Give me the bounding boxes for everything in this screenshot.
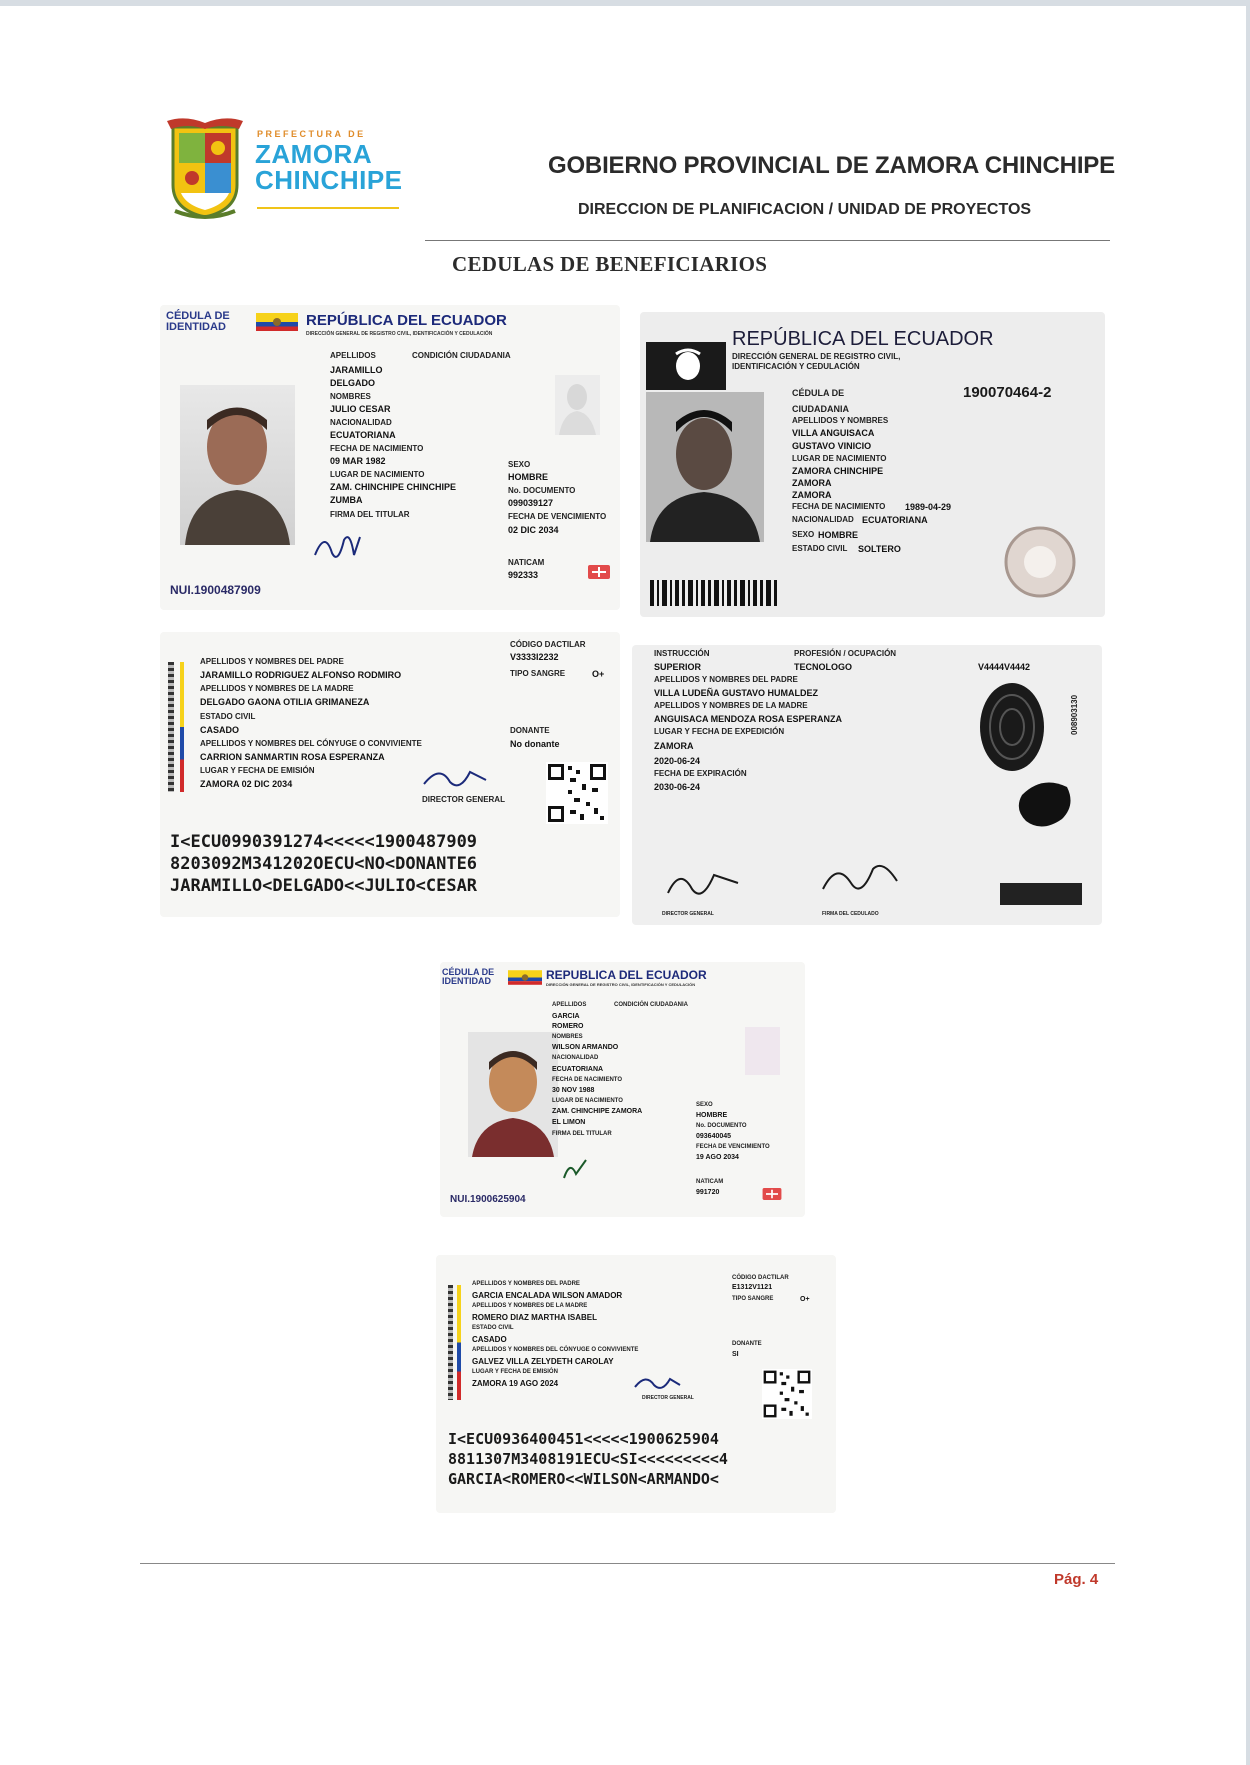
agency-name: DIRECCIÓN GENERAL DE REGISTRO CIVIL, IDENTIFICACIÓN Y CEDULACIÓN [546,982,696,987]
brand-underline [257,207,399,209]
country-name: REPUBLICA DEL ECUADOR [546,968,707,982]
value-madre: ANGUISACA MENDOZA ROSA ESPERANZA [654,714,843,724]
value-dactilar: V3333I2232 [510,652,559,662]
id-card-1-front [160,305,620,610]
crest-icon [165,115,245,220]
value-vencimiento: 02 DIC 2034 [508,525,559,535]
value-nombres: JULIO CESAR [330,404,391,414]
value-naticam: 991720 [696,1189,720,1196]
label-lugar-emision: LUGAR Y FECHA DE EMISIÓN [472,1369,558,1375]
label-donante: DONANTE [510,726,550,735]
value-nui: NUI.1900625904 [450,1194,526,1205]
value-cedula-number: 190070464-2 [963,384,1052,401]
stripe-left [448,1285,453,1400]
value-sexo: HOMBRE [696,1112,728,1119]
label-naticam: NATICAM [696,1179,724,1185]
value-fecha-nacimiento: 1989-04-29 [905,502,952,512]
value-fecha-expedicion: 2020-06-24 [654,756,701,766]
label-lugar-nacimiento: LUGAR DE NACIMIENTO [552,1098,623,1104]
label-director: DIRECTOR GENERAL [642,1395,694,1401]
label-nombres: NOMBRES [330,392,371,401]
value-padre: VILLA LUDEÑA GUSTAVO HUMALDEZ [654,688,818,698]
fingerprint-icon [972,677,1052,777]
value-lugar-nacimiento-2: ZAMORA [792,478,832,488]
value-conyuge: GALVEZ VILLA ZELYDETH CAROLAY [472,1357,614,1366]
brand-prefix: PREFECTURA DE [257,129,366,139]
qr-code-icon [762,1369,812,1419]
value-donante: No donante [510,739,560,749]
value-instruccion: SUPERIOR [654,662,702,672]
label-sangre: TIPO SANGRE [510,669,566,678]
id-card-3-back [436,1255,836,1513]
value-fecha-nacimiento: 09 MAR 1982 [330,456,386,466]
org-title: GOBIERNO PROVINCIAL DE ZAMORA CHINCHIPE [548,152,1115,179]
chip-icon [762,1188,782,1200]
value-documento: 093640045 [696,1133,732,1140]
section-title: CEDULAS DE BENEFICIARIOS [452,252,768,276]
label-documento: No. DOCUMENTO [696,1123,747,1129]
brand-line-1: ZAMORA [255,139,373,169]
value-apellidos: VILLA ANGUISACA [792,428,875,438]
value-apellido-2: ROMERO [552,1023,584,1030]
value-lugar-nacimiento-2: EL LIMON [552,1119,586,1126]
barcode-icon [650,580,780,606]
dark-block [1000,883,1082,905]
stripe-left [168,662,174,792]
label-firma: FIRMA DEL TITULAR [552,1131,612,1137]
mrz-line-3: JARAMILLO<DELGADO<<JULIO<CESAR [170,876,478,896]
id-card-1-back [160,632,620,917]
agency-name: DIRECCIÓN GENERAL DE REGISTRO CIVIL, IDENTIFICACIÓN Y CEDULACIÓN [306,331,493,337]
ecuador-flag-icon [256,313,298,331]
brand-name [255,141,403,193]
footer-divider [140,1563,1115,1564]
stripe-color [457,1285,461,1400]
value-estado-civil: CASADO [472,1335,507,1344]
value-lugar-expedicion: ZAMORA [654,741,694,751]
value-lugar-emision: ZAMORA 19 AGO 2024 [472,1379,559,1388]
label-estado-civil: ESTADO CIVIL [792,544,848,553]
value-lugar-nacimiento-1: ZAM. CHINCHIPE ZAMORA [552,1108,643,1115]
ghost-photo [745,1027,780,1075]
label-documento: No. DOCUMENTO [508,486,576,495]
doc-type [166,311,230,333]
label-apellidos-nombres: APELLIDOS Y NOMBRES [792,416,889,425]
label-conyuge: APELLIDOS Y NOMBRES DEL CÓNYUGE O CONVIVIENTE [472,1347,639,1353]
value-madre: DELGADO GAONA OTILIA GRIMANEZA [200,697,370,707]
prefectura-logo [165,115,415,225]
agency-line-1: DIRECCIÓN GENERAL DE REGISTRO CIVIL, [732,352,901,361]
label-padre: APELLIDOS Y NOMBRES DEL PADRE [200,657,344,666]
label-nacionalidad: NACIONALIDAD [792,515,854,524]
label-sangre: TIPO SANGRE [732,1296,774,1302]
value-profesion: TECNOLOGO [794,662,852,672]
label-madre: APELLIDOS Y NOMBRES DE LA MADRE [472,1303,588,1309]
label-nombres: NOMBRES [552,1034,583,1040]
value-dactilar: E1312V1121 [732,1284,773,1291]
ghost-photo [555,375,600,435]
ecuador-map-icon [1012,775,1077,835]
label-madre: APELLIDOS Y NOMBRES DE LA MADRE [200,684,354,693]
label-fecha-nacimiento: FECHA DE NACIMIENTO [792,502,886,511]
value-lugar-nacimiento-2: ZUMBA [330,495,363,505]
holder-photo [180,385,295,545]
label-vencimiento: FECHA DE VENCIMIENTO [696,1144,770,1150]
label-ciudadania: CIUDADANIA [792,404,849,414]
holder-photo [646,392,764,542]
value-naticam: 992333 [508,570,539,580]
doc-type-line-2: IDENTIDAD [442,976,491,986]
doc-type-line-1: CÉDULA DE [442,967,495,977]
label-fecha-nacimiento: FECHA DE NACIMIENTO [330,444,424,453]
value-estado-civil: SOLTERO [858,544,901,554]
holder-signature-icon [310,525,370,565]
value-padre: JARAMILLO RODRIGUEZ ALFONSO RODMIRO [200,670,402,680]
value-apellido-1: JARAMILLO [330,365,383,375]
doc-type-line-1: CÉDULA DE [166,310,230,322]
mrz-line-1: I<ECU0936400451<<<<<1900625904 [448,1430,719,1448]
label-profesion: PROFESIÓN / OCUPACIÓN [794,649,897,658]
value-conyuge: CARRION SANMARTIN ROSA ESPERANZA [200,752,385,762]
director-signature-icon [632,1371,682,1393]
chip-icon [588,565,610,579]
mrz-line-2: 8811307M3408191ECU<SI<<<<<<<<<4 [448,1450,728,1468]
label-dactilar: CÓDIGO DACTILAR [510,640,586,649]
label-padre: APELLIDOS Y NOMBRES DEL PADRE [654,675,798,684]
label-estado-civil: ESTADO CIVIL [200,712,256,721]
label-sexo: SEXO [792,530,815,539]
label-expiracion: FECHA DE EXPIRACIÓN [654,769,747,778]
seal-icon [990,522,1090,602]
id-card-2-back [632,645,1102,925]
mrz-line-3: GARCIA<ROMERO<<WILSON<ARMANDO< [448,1470,719,1488]
label-nacionalidad: NACIONALIDAD [330,418,392,427]
header-divider [425,240,1110,241]
ecuador-flag-icon [508,970,542,985]
label-instruccion: INSTRUCCIÓN [654,649,710,658]
label-padre: APELLIDOS Y NOMBRES DEL PADRE [472,1281,580,1287]
label-nacionalidad: NACIONALIDAD [552,1055,599,1061]
label-madre: APELLIDOS Y NOMBRES DE LA MADRE [654,701,808,710]
holder-signature-icon [817,855,907,900]
label-estado-civil: ESTADO CIVIL [472,1325,514,1331]
value-estado-civil: CASADO [200,725,240,735]
scan-edge-right [1246,0,1250,1765]
country-name: REPÚBLICA DEL ECUADOR [306,312,507,329]
page-number: Pág. 4 [1054,1571,1099,1588]
label-vencimiento: FECHA DE VENCIMIENTO [508,512,607,521]
value-lugar-nacimiento-3: ZAMORA [792,490,832,500]
value-lugar-emision: ZAMORA 02 DIC 2034 [200,779,293,789]
value-padre: GARCIA ENCALADA WILSON AMADOR [472,1291,623,1300]
value-side-code: 008903130 [1070,694,1079,735]
value-fecha-nacimiento: 30 NOV 1988 [552,1087,595,1094]
id-card-3-front [440,962,805,1217]
label-condicion: CONDICIÓN CIUDADANIA [412,351,511,360]
value-madre: ROMERO DIAZ MARTHA ISABEL [472,1313,598,1322]
label-dactilar: CÓDIGO DACTILAR [732,1275,789,1281]
label-lugar-nacimiento: LUGAR DE NACIMIENTO [330,470,425,479]
value-nui: NUI.1900487909 [170,583,261,597]
value-expiracion: 2030-06-24 [654,782,701,792]
label-director: DIRECTOR GENERAL [422,795,505,804]
value-nombres: WILSON ARMANDO [552,1044,619,1051]
value-sexo: HOMBRE [508,472,548,482]
value-sangre: O+ [800,1296,810,1303]
label-lugar-nacimiento: LUGAR DE NACIMIENTO [792,454,887,463]
label-cedula: CÉDULA DE [792,388,845,398]
value-sexo: HOMBRE [818,530,858,540]
doc-type [442,968,494,986]
label-lugar-emision: LUGAR Y FECHA DE EMISIÓN [200,766,315,775]
country-name: REPÚBLICA DEL ECUADOR [732,328,994,350]
org-subtitle: DIRECCION DE PLANIFICACION / UNIDAD DE PROYECTOS [578,201,1032,218]
mrz-line-1: I<ECU0990391274<<<<<1900487909 [170,832,478,852]
value-nacionalidad: ECUATORIANA [330,430,396,440]
brand-line-2: CHINCHIPE [255,165,403,195]
holder-signature-icon [560,1154,590,1184]
label-firma-cedulado: FIRMA DEL CEDULADO [822,911,879,917]
label-naticam: NATICAM [508,558,545,567]
value-nombres: GUSTAVO VINICIO [792,441,872,451]
coat-of-arms-icon [670,346,706,384]
label-condicion: CONDICIÓN CIUDADANIA [614,1002,688,1008]
label-donante: DONANTE [732,1341,762,1347]
value-code: V4444V4442 [978,662,1031,672]
value-lugar-nacimiento-1: ZAM. CHINCHIPE CHINCHIPE [330,482,457,492]
value-nacionalidad: ECUATORIANA [552,1066,604,1073]
agency-line-2: IDENTIFICACIÓN Y CEDULACIÓN [732,362,860,371]
stripe-color [180,662,184,792]
value-apellido-1: GARCIA [552,1013,580,1020]
value-sangre: O+ [592,669,605,679]
value-documento: 099039127 [508,498,554,508]
agency-name [732,352,900,372]
label-director: DIRECTOR GENERAL [662,911,714,917]
scan-edge-top [0,0,1250,6]
label-firma: FIRMA DEL TITULAR [330,510,410,519]
value-donante: SI [732,1351,739,1358]
label-fecha-nacimiento: FECHA DE NACIMIENTO [552,1077,623,1083]
label-apellidos: APELLIDOS [552,1002,587,1008]
qr-code-icon [546,762,608,824]
label-lugar-expedicion: LUGAR Y FECHA DE EXPEDICIÓN [654,727,785,736]
director-signature-icon [420,762,490,792]
label-sexo: SEXO [508,460,531,469]
label-apellidos: APELLIDOS [330,351,376,360]
value-apellido-2: DELGADO [330,378,375,388]
director-signature-icon [662,863,742,903]
value-lugar-nacimiento-1: ZAMORA CHINCHIPE [792,466,884,476]
holder-photo [468,1032,558,1157]
id-card-2-front [640,312,1105,617]
value-vencimiento: 19 AGO 2034 [696,1154,739,1161]
label-sexo: SEXO [696,1102,713,1108]
doc-type-line-2: IDENTIDAD [166,321,226,333]
label-conyuge: APELLIDOS Y NOMBRES DEL CÓNYUGE O CONVIVIENTE [200,739,422,748]
mrz-line-2: 8203092M341202OECU<NO<DONANTE6 [170,854,478,874]
value-nacionalidad: ECUATORIANA [862,515,928,525]
